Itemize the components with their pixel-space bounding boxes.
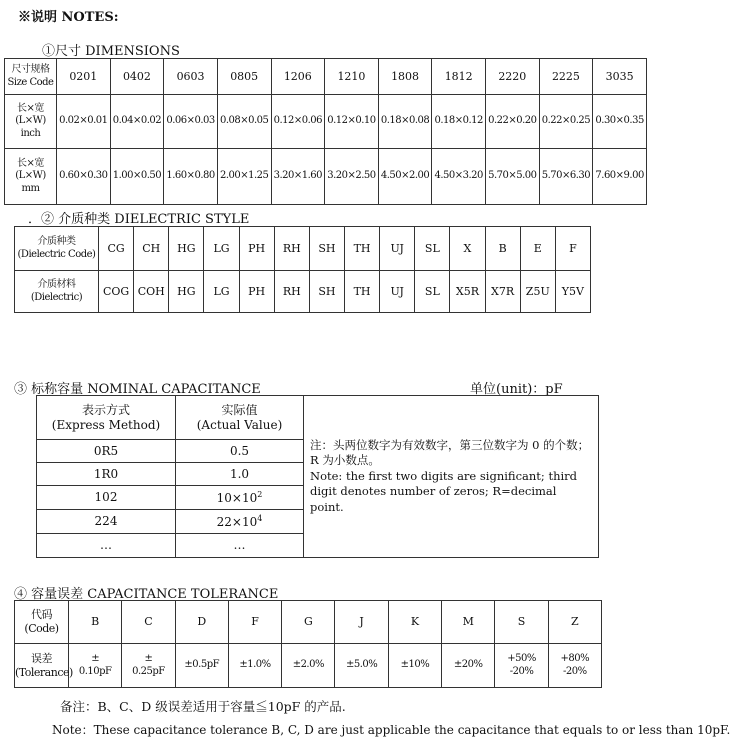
tolerance-code-cell: G	[282, 601, 335, 644]
dimensions-title: ①尺寸 DIMENSIONS	[42, 44, 180, 59]
mm-dimension-cell: 3.20×1.60	[271, 149, 325, 205]
notes-heading: ※说明 NOTES:	[18, 10, 119, 25]
tolerance-code-cell: F	[228, 601, 281, 644]
inch-dimension-cell: 0.12×0.10	[325, 95, 379, 149]
inch-dimension-cell: 0.08×0.05	[217, 95, 271, 149]
tolerance-code-cell: B	[69, 601, 122, 644]
dielectric-material-cell: X7R	[485, 271, 520, 313]
dielectric-code-cell: PH	[239, 227, 274, 271]
dielectric-code-cell: HG	[169, 227, 204, 271]
size-code-cell: 3035	[593, 59, 647, 95]
size-code-cell: 0805	[217, 59, 271, 95]
tolerance-value-cell: ±2.0%	[282, 644, 335, 688]
tolerance-code-cell: M	[442, 601, 495, 644]
mm-dimension-cell: 1.60×0.80	[164, 149, 218, 205]
dielectric-code-cell: UJ	[380, 227, 415, 271]
inch-label: 长×宽 (L×W) inch	[5, 95, 57, 149]
dielectric-material-cell: HG	[169, 271, 204, 313]
dielectric-material-cell: Y5V	[555, 271, 590, 313]
dielectric-material-cell: COH	[134, 271, 169, 313]
tolerance-code-cell: S	[495, 601, 548, 644]
size-code-cell: 0201	[57, 59, 111, 95]
size-code-row	[5, 59, 647, 95]
capacitance-value: …	[176, 534, 304, 558]
capacitance-value: $10\times 10^2$	[176, 486, 304, 510]
tolerance-table	[14, 600, 602, 688]
inch-dimension-cell: 0.22×0.20	[486, 95, 540, 149]
inch-dimension-cell: 0.12×0.06	[271, 95, 325, 149]
inch-dimension-cell: 0.04×0.02	[110, 95, 164, 149]
dielectric-material-cell: UJ	[380, 271, 415, 313]
dielectric-code-cell: F	[555, 227, 590, 271]
mm-row	[5, 149, 647, 205]
tolerance-code-cell: J	[335, 601, 388, 644]
inch-dimension-cell: 0.30×0.35	[593, 95, 647, 149]
capacitance-code: 224	[37, 510, 176, 534]
dielectric-code-label: 介质种类 (Dielectric Code)	[15, 227, 99, 271]
size-code-cell: 1206	[271, 59, 325, 95]
mm-dimension-cell: 4.50×3.20	[432, 149, 486, 205]
mm-dimension-cell: 1.00×0.50	[110, 149, 164, 205]
tolerance-value-cell: ±10%	[388, 644, 441, 688]
tolerance-note-cn: 备注：B、C、D 级误差适用于容量≦10pF 的产品.	[60, 699, 346, 714]
tolerance-value-row	[15, 644, 602, 688]
capacitance-note	[304, 396, 599, 558]
size-code-cell: 2225	[539, 59, 593, 95]
capacitance-value: $22\times 10^4$	[176, 510, 304, 534]
mm-dimension-cell: 0.60×0.30	[57, 149, 111, 205]
mm-dimension-cell: 7.60×9.00	[593, 149, 647, 205]
actual-value-header: 实际值 (Actual Value)	[176, 396, 304, 440]
capacitance-code: 102	[37, 486, 176, 510]
dielectric-material-cell: TH	[344, 271, 379, 313]
capacitance-unit: 单位(unit)：pF	[470, 382, 563, 397]
tolerance-value-cell: ± 0.25pF	[122, 644, 175, 688]
dielectric-code-cell: RH	[274, 227, 309, 271]
dimensions-table	[4, 58, 647, 205]
capacitance-note-cn: 注：头两位数字为有效数字，第三位数字为 0 的个数；R 为小数点。	[310, 437, 590, 468]
dielectric-code-cell: X	[450, 227, 485, 271]
size-code-cell: 0402	[110, 59, 164, 95]
capacitance-code: 0R5	[37, 440, 176, 463]
tolerance-note-en: Note：These capacitance tolerance B, C, D are just applicable the capacitance that equals to or less than 10pF.	[52, 723, 730, 737]
inch-dimension-cell: 0.02×0.01	[57, 95, 111, 149]
capacitance-code: 1R0	[37, 463, 176, 486]
capacitance-note-en: Note: the first two digits are significant; third digit denotes number of zeros; R=decimal point.	[310, 468, 578, 514]
mm-label: 长×宽 (L×W) mm	[5, 149, 57, 205]
inch-dimension-cell: 0.06×0.03	[164, 95, 218, 149]
tolerance-value-cell: ±0.5pF	[175, 644, 228, 688]
tolerance-code-row	[15, 601, 602, 644]
tolerance-code-label: 代码 (Code)	[15, 601, 69, 644]
dielectric-code-row	[15, 227, 591, 271]
dielectric-material-cell: Z5U	[520, 271, 555, 313]
capacitance-value: 0.5	[176, 440, 304, 463]
tolerance-value-cell: ±1.0%	[228, 644, 281, 688]
dielectric-code-cell: TH	[344, 227, 379, 271]
size-code-cell: 2220	[486, 59, 540, 95]
inch-dimension-cell: 0.22×0.25	[539, 95, 593, 149]
tolerance-code-cell: D	[175, 601, 228, 644]
tolerance-value-cell: ±20%	[442, 644, 495, 688]
capacitance-value: 1.0	[176, 463, 304, 486]
tolerance-value-cell: +80% -20%	[548, 644, 601, 688]
tolerance-title: ④ 容量误差 CAPACITANCE TOLERANCE	[14, 587, 279, 602]
mm-dimension-cell: 2.00×1.25	[217, 149, 271, 205]
tolerance-value-cell: +50% -20%	[495, 644, 548, 688]
dielectric-title: ．② 介质种类 DIELECTRIC STYLE	[28, 212, 250, 227]
dielectric-material-cell: SH	[309, 271, 344, 313]
size-code-cell: 1812	[432, 59, 486, 95]
dielectric-code-cell: CH	[134, 227, 169, 271]
dielectric-code-cell: CG	[99, 227, 134, 271]
tolerance-value-label: 误差 (Tolerance)	[15, 644, 69, 688]
dielectric-code-cell: SL	[415, 227, 450, 271]
dielectric-material-cell: LG	[204, 271, 239, 313]
capacitance-header-row	[37, 396, 599, 440]
inch-row	[5, 95, 647, 149]
dielectric-material-cell: X5R	[450, 271, 485, 313]
dielectric-code-cell: LG	[204, 227, 239, 271]
tolerance-value-cell: ± 0.10pF	[69, 644, 122, 688]
tolerance-code-cell: K	[388, 601, 441, 644]
dielectric-table	[14, 226, 591, 313]
mm-dimension-cell: 5.70×6.30	[539, 149, 593, 205]
tolerance-value-cell: ±5.0%	[335, 644, 388, 688]
inch-dimension-cell: 0.18×0.08	[378, 95, 432, 149]
size-code-cell: 0603	[164, 59, 218, 95]
dielectric-material-label: 介质材料 (Dielectric)	[15, 271, 99, 313]
size-code-cell: 1210	[325, 59, 379, 95]
dielectric-material-row	[15, 271, 591, 313]
dielectric-material-cell: PH	[239, 271, 274, 313]
express-method-header: 表示方式 (Express Method)	[37, 396, 176, 440]
dielectric-material-cell: COG	[99, 271, 134, 313]
mm-dimension-cell: 5.70×5.00	[486, 149, 540, 205]
dielectric-code-cell: E	[520, 227, 555, 271]
tolerance-code-cell: C	[122, 601, 175, 644]
size-code-label: 尺寸规格 Size Code	[5, 59, 57, 95]
capacitance-table	[36, 395, 599, 558]
dielectric-code-cell: B	[485, 227, 520, 271]
dielectric-code-cell: SH	[309, 227, 344, 271]
mm-dimension-cell: 4.50×2.00	[378, 149, 432, 205]
capacitance-code: …	[37, 534, 176, 558]
tolerance-code-cell: Z	[548, 601, 601, 644]
capacitance-title: ③ 标称容量 NOMINAL CAPACITANCE	[14, 382, 261, 397]
dielectric-material-cell: RH	[274, 271, 309, 313]
size-code-cell: 1808	[378, 59, 432, 95]
dielectric-material-cell: SL	[415, 271, 450, 313]
inch-dimension-cell: 0.18×0.12	[432, 95, 486, 149]
mm-dimension-cell: 3.20×2.50	[325, 149, 379, 205]
